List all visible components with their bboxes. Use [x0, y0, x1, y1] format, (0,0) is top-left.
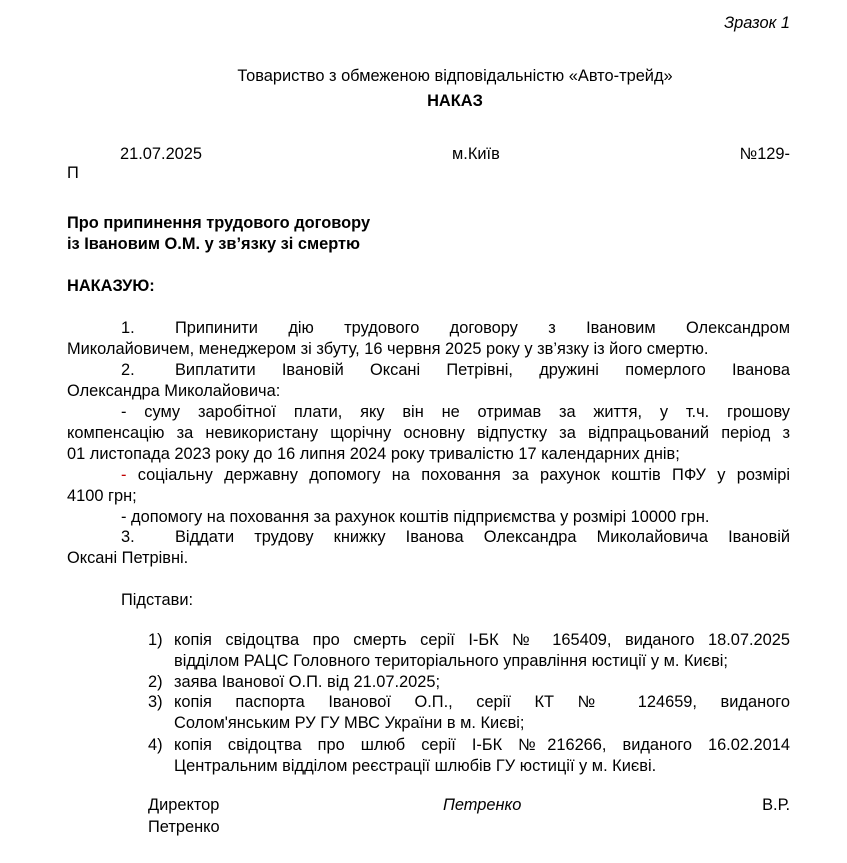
order-subitem-3: - допомогу на поховання за рахунок коштів підприємства у розмірі 10000 грн.	[121, 508, 710, 526]
order-item-1: 1. Припинити дію трудового договору з Івановим Олександром Миколайовичем, менеджером зі збуту, 16 червня 2025 року у зв’язку із його смертю.	[67, 319, 790, 358]
signature-initials: В.Р.	[762, 796, 790, 814]
order-subject-line1: Про припинення трудового договору	[67, 214, 371, 232]
basis-number: 4)	[148, 736, 163, 754]
order-subitem-1: - суму заробітної плати, яку він не отримав за життя, у т.ч. грошову компенсацію за невикористану щорічну основну відпустку за відпрацьований період з 01 листопада 2023 року до 16 липня 2024 року тривалістю 17 календарних днів;	[67, 403, 790, 463]
order-word: НАКАЗУЮ:	[67, 277, 155, 295]
order-number: №129-	[739, 145, 790, 163]
order-number-suffix: П	[67, 164, 79, 182]
signature-position: Директор	[148, 796, 220, 814]
order-city: м.Київ	[452, 145, 500, 163]
basis-number: 3)	[148, 693, 163, 711]
document-type: НАКАЗ	[427, 92, 483, 110]
item-number: 1.	[121, 319, 135, 337]
item-number: 2.	[121, 361, 135, 379]
signature-surname: Петренко	[148, 818, 220, 836]
order-subitem-2: - соціальну державну допомогу на поховання за рахунок коштів ПФУ у розмірі 4100 грн;	[67, 466, 790, 505]
basis-label: Підстави:	[121, 591, 194, 609]
red-dash: -	[121, 466, 127, 484]
signature-sign: Петренко	[443, 796, 522, 814]
basis-number: 1)	[148, 631, 163, 649]
company-name: Товариство з обмеженою відповідальністю «Авто-трейд»	[237, 67, 673, 85]
order-item-3: 3. Віддати трудову книжку Іванова Олександра Миколайовича Івановій Оксані Петрівні.	[67, 528, 790, 567]
order-item-2: 2. Виплатити Івановій Оксані Петрівні, дружині померлого Іванова Олександра Миколайовича:	[67, 361, 790, 400]
order-date: 21.07.2025	[120, 145, 203, 163]
order-subject-line2: із Івановим О.М. у зв’язку зі смертю	[67, 235, 361, 253]
sample-label: Зразок 1	[724, 14, 790, 32]
basis-number: 2)	[148, 673, 163, 691]
item-number: 3.	[121, 528, 135, 546]
